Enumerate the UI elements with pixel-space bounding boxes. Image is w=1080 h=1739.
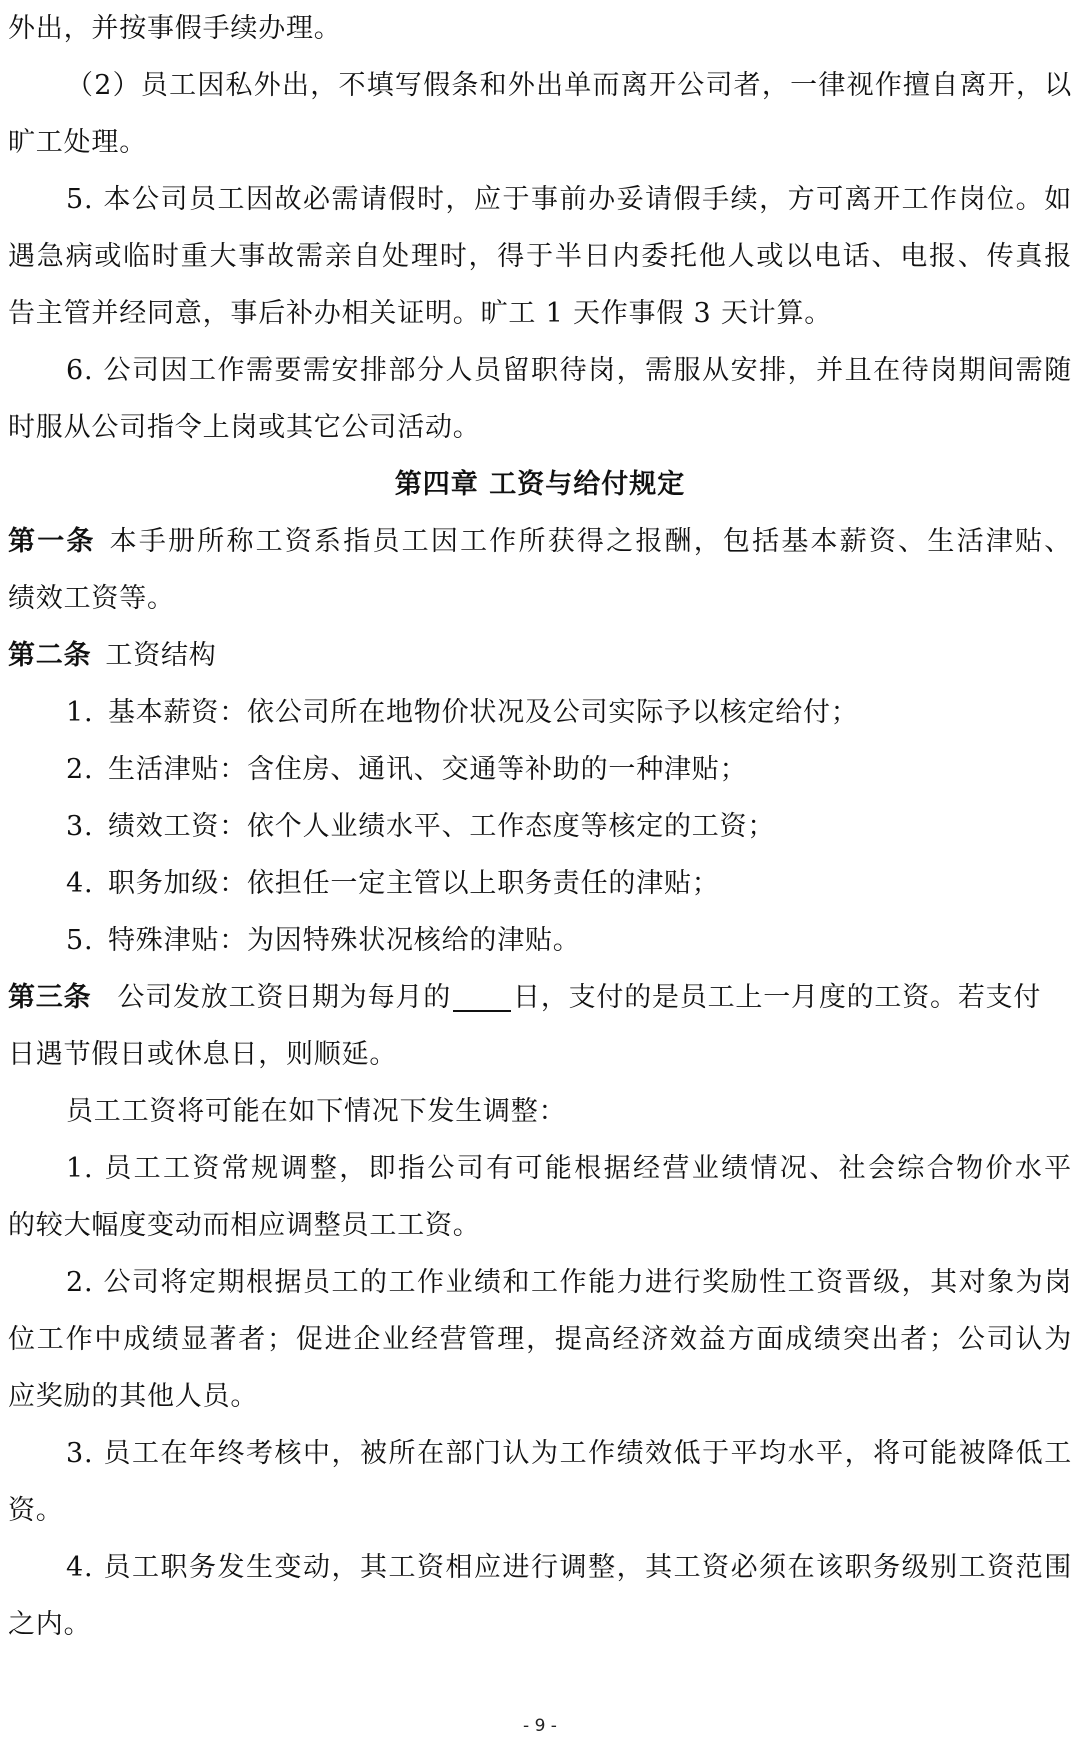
list-number: 2. xyxy=(66,754,94,785)
text-line: 遇急病或临时重大事故需亲自处理时，得于半日内委托他人或以电话、电报、传真报 xyxy=(8,241,1072,272)
text-line: 告主管并经同意，事后补办相关证明。旷工 1 天作事假 3 天计算。 xyxy=(8,298,833,329)
article-text: 本手册所称工资系指员工因工作所获得之报酬，包括基本薪资、生活津贴、 xyxy=(109,526,1072,557)
page-number: - 9 - xyxy=(523,1716,557,1736)
text-line: 旷工处理。 xyxy=(8,127,147,158)
text-line: 6. 公司因工作需要需安排部分人员留职待岗，需服从安排，并且在待岗期间需随 xyxy=(66,355,1072,386)
fill-in-blank xyxy=(453,982,511,1012)
list-item xyxy=(8,855,1072,912)
article-2 xyxy=(8,627,1072,684)
list-text: 绩效工资：依个人业绩水平、工作态度等核定的工资； xyxy=(108,811,776,842)
chapter-title: 第四章 工资与给付规定 xyxy=(394,469,686,500)
list-item xyxy=(8,741,1072,798)
list-item xyxy=(8,684,1072,741)
list-number: 4. xyxy=(66,868,94,899)
text-line: 外出，并按事假手续办理。 xyxy=(8,13,342,44)
text-line: 4. 员工职务发生变动，其工资相应进行调整，其工资必须在该职务级别工资范围 xyxy=(66,1552,1072,1583)
text-line: 日遇节假日或休息日，则顺延。 xyxy=(8,1039,398,1070)
list-text: 基本薪资：依公司所在地物价状况及公司实际予以核定给付； xyxy=(108,697,859,728)
text-line: 2. 公司将定期根据员工的工作业绩和工作能力进行奖励性工资晋级，其对象为岗 xyxy=(66,1267,1072,1298)
article-text: 日，支付的是员工上一月度的工资。若支付 xyxy=(513,982,1042,1013)
article-3 xyxy=(8,969,1072,1026)
text-line: 绩效工资等。 xyxy=(8,583,175,614)
list-item xyxy=(8,798,1072,855)
article-label: 第二条 xyxy=(8,640,92,671)
list-text: 生活津贴：含住房、通讯、交通等补助的一种津贴； xyxy=(108,754,748,785)
text-line: 3. 员工在年终考核中，被所在部门认为工作绩效低于平均水平，将可能被降低工 xyxy=(66,1438,1072,1469)
text-line: （2）员工因私外出，不填写假条和外出单而离开公司者，一律视作擅自离开，以 xyxy=(66,70,1072,101)
article-1 xyxy=(8,513,1072,570)
text-line: 5. 本公司员工因故必需请假时，应于事前办妥请假手续，方可离开工作岗位。如 xyxy=(66,184,1072,215)
text-line: 员工工资将可能在如下情况下发生调整： xyxy=(66,1096,567,1127)
list-item xyxy=(8,912,1072,969)
document-body xyxy=(8,0,1072,1653)
text-line: 之内。 xyxy=(8,1609,92,1640)
article-label: 第一条 xyxy=(8,526,96,557)
article-text: 工资结构 xyxy=(105,640,217,671)
text-line: 时服从公司指令上岗或其它公司活动。 xyxy=(8,412,481,443)
list-number: 1. xyxy=(66,697,94,728)
article-label: 第三条 xyxy=(8,982,92,1013)
article-text: 公司发放工资日期为每月的 xyxy=(117,982,452,1013)
text-line: 资。 xyxy=(8,1495,64,1526)
list-number: 3. xyxy=(66,811,94,842)
text-line: 1. 员工工资常规调整，即指公司有可能根据经营业绩情况、社会综合物价水平 xyxy=(66,1153,1072,1184)
text-line: 位工作中成绩显著者；促进企业经营管理，提高经济效益方面成绩突出者；公司认为 xyxy=(8,1324,1072,1355)
list-number: 5. xyxy=(66,925,94,956)
list-text: 特殊津贴：为因特殊状况核给的津贴。 xyxy=(108,925,581,956)
text-line: 的较大幅度变动而相应调整员工工资。 xyxy=(8,1210,481,1241)
text-line: 应奖励的其他人员。 xyxy=(8,1381,259,1412)
list-text: 职务加级：依担任一定主管以上职务责任的津贴； xyxy=(108,868,720,899)
